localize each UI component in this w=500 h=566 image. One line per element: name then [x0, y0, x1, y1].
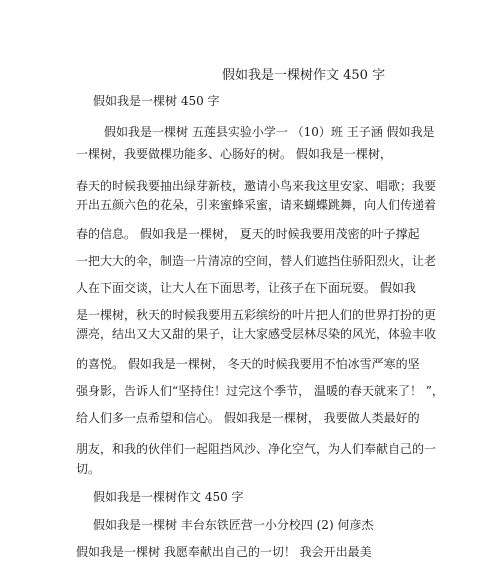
- body-line: 春的信息。 假如我是一棵树， 夏天的时候我要用茂密的叶子撑起: [76, 227, 420, 241]
- body-line: 人在下面交谈，让大人在下面思考，让孩子在下面玩耍。 假如我: [76, 281, 416, 295]
- body-line: 开出五颜六色的花朵，引来蜜蜂采蜜，请来蝴蝶跳舞，向人们传递着: [76, 198, 437, 212]
- body-line: 切。: [76, 462, 101, 476]
- body-line: 朋友，和我的伙伴们一起阻挡风沙、净化空气，为人们奉献自己的一: [76, 442, 437, 456]
- document-title: 假如我是一棵树作文 450 字: [222, 68, 386, 83]
- document-subtitle: 假如我是一棵树 450 字: [93, 94, 220, 108]
- body-line: 的喜悦。 假如我是一棵树， 冬天的时候我要用不怕冰雪严寒的坚: [76, 357, 420, 371]
- body-line: 假如我是一棵树 我愿奉献出自己的一切！ 我会开出最美: [76, 545, 372, 559]
- body-line: 一棵树，我要做棵功能多、心肠好的树。 假如我是一棵树，: [76, 147, 392, 161]
- section-heading: 假如我是一棵树作文 450 字: [93, 490, 244, 504]
- body-line: 漂亮，结出又大又甜的果子，让大家感受层林尽染的风光，体验丰收: [76, 327, 437, 341]
- body-line: 是一棵树，秋天的时候我要用五彩缤纷的叶片把人们的世界打扮的更: [76, 308, 437, 322]
- body-line: 一把大大的伞，制造一片清凉的空间，替人们遮挡住骄阳烈火，让老: [76, 254, 437, 268]
- body-line: 假如我是一棵树 五莲县实验小学一 （10）班 王子涵 假如我是: [104, 125, 435, 139]
- body-line: 假如我是一棵树 丰台东铁匠营一小分校四 (2) 何彦杰: [93, 518, 374, 532]
- body-line: 给人们多一点希望和信心。 假如我是一棵树， 我要做人类最好的: [76, 411, 420, 425]
- body-line: 春天的时候我要抽出绿芽新枝，邀请小鸟来我这里安家、唱歌；我要: [76, 179, 437, 193]
- body-line: 强身影，告诉人们“坚持住！过完这个季节， 温暖的春天就来了！ ”，: [76, 384, 444, 398]
